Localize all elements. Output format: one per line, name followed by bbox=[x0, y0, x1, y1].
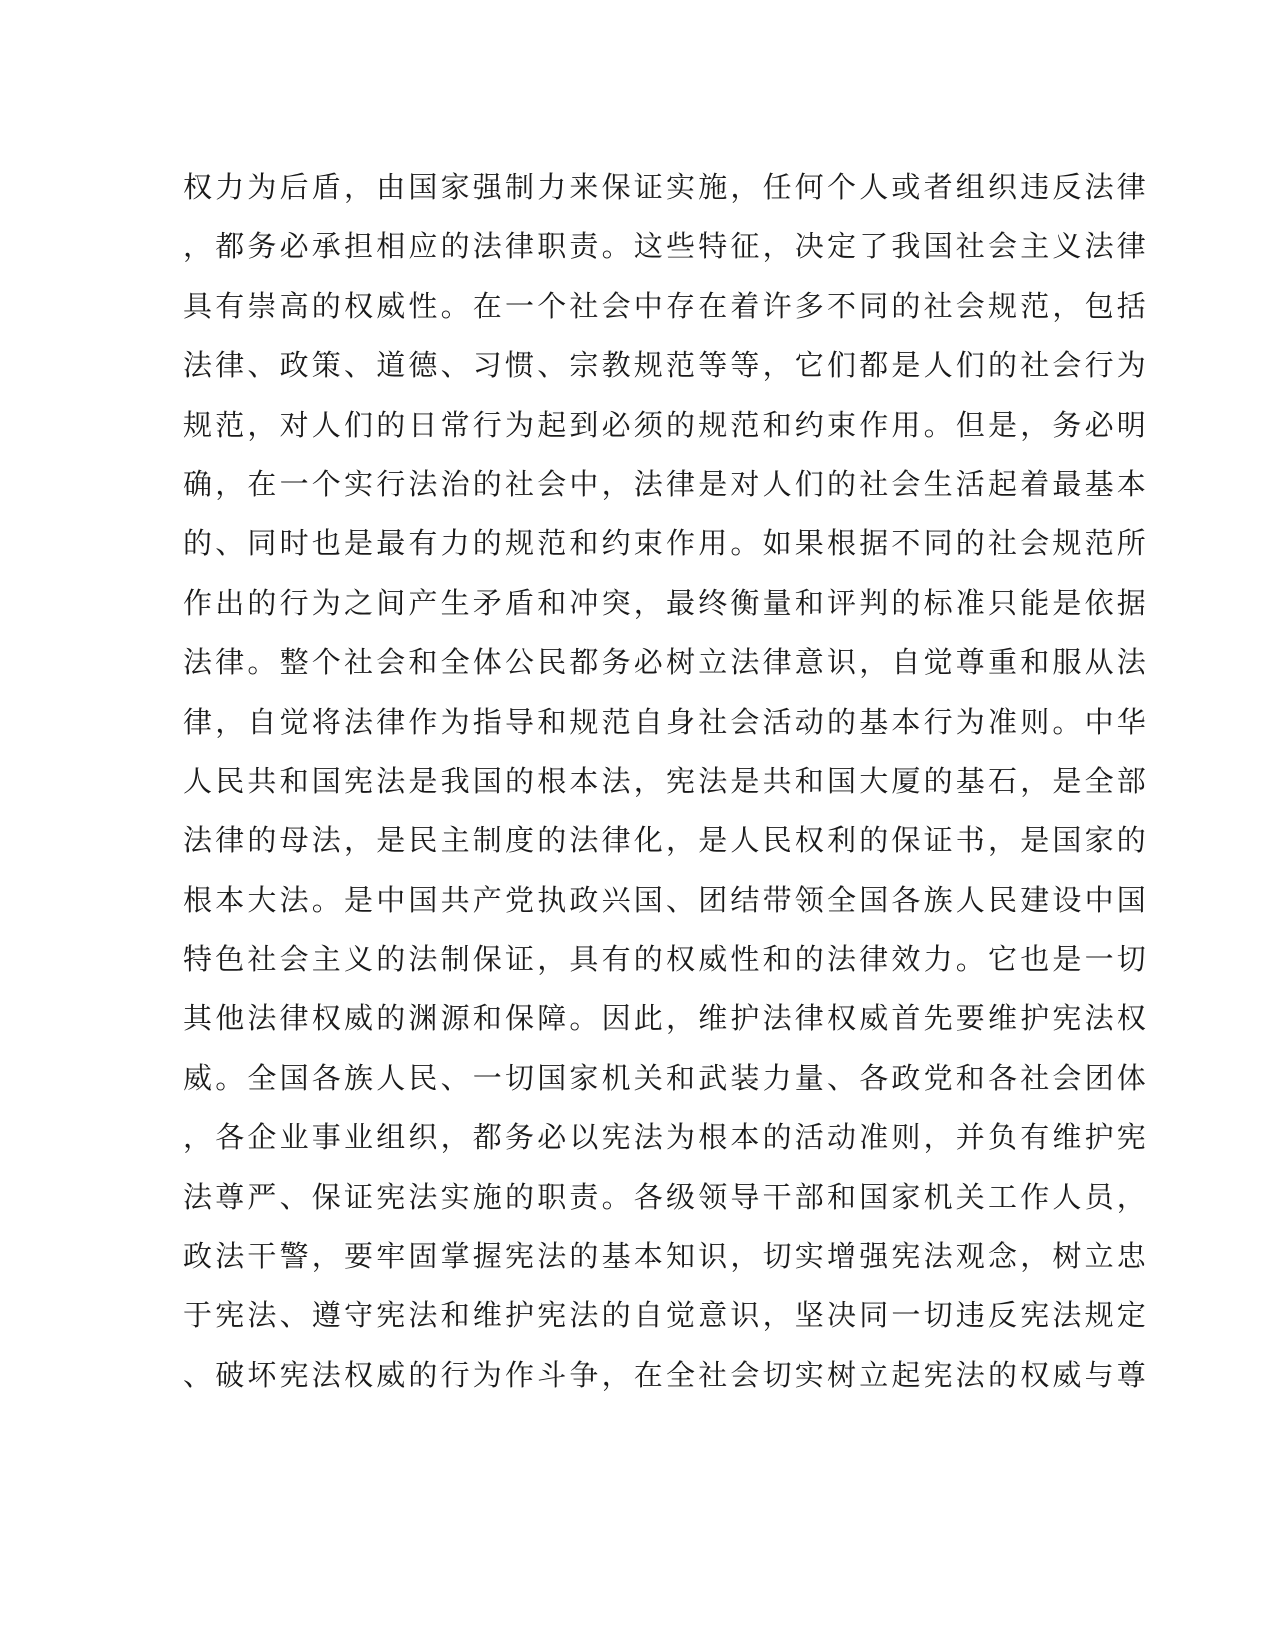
text-line: 律，自觉将法律作为指导和规范自身社会活动的基本行为准则。中华 bbox=[183, 704, 1150, 739]
text-line: 于宪法、遵守宪法和维护宪法的自觉意识，坚决同一切违反宪法规定 bbox=[183, 1298, 1150, 1333]
text-line: 权力为后盾，由国家强制力来保证实施，任何个人或者组织违反法律 bbox=[183, 170, 1150, 204]
text-line: ，各企业事业组织，都务必以宪法为根本的活动准则，并负有维护宪 bbox=[183, 1120, 1150, 1155]
text-line: 确，在一个实行法治的社会中，法律是对人们的社会生活起着最基本 bbox=[183, 466, 1150, 501]
text-line: 根本大法。是中国共产党执政兴国、团结带领全国各族人民建设中国 bbox=[183, 882, 1150, 917]
text-line: 法律的母法，是民主制度的法律化，是人民权利的保证书，是国家的 bbox=[183, 823, 1150, 858]
text-line: 的、同时也是最有力的规范和约束作用。如果根据不同的社会规范所 bbox=[183, 526, 1150, 561]
text-line: ，都务必承担相应的法律职责。这些特征，决定了我国社会主义法律 bbox=[183, 229, 1150, 264]
text-line: 法尊严、保证宪法实施的职责。各级领导干部和国家机关工作人员， bbox=[183, 1179, 1150, 1214]
text-line: 其他法律权威的渊源和保障。因此，维护法律权威首先要维护宪法权 bbox=[183, 1001, 1150, 1036]
body-text bbox=[183, 158, 1150, 1405]
text-line: 作出的行为之间产生矛盾和冲突，最终衡量和评判的标准只能是依据 bbox=[183, 585, 1150, 620]
text-line: 人民共和国宪法是我国的根本法，宪法是共和国大厦的基石，是全部 bbox=[183, 763, 1150, 798]
text-line: 威。全国各族人民、一切国家机关和武装力量、各政党和各社会团体 bbox=[183, 1060, 1150, 1095]
text-line: 特色社会主义的法制保证，具有的权威性和的法律效力。它也是一切 bbox=[183, 942, 1150, 977]
text-line: 规范，对人们的日常行为起到必须的规范和约束作用。但是，务必明 bbox=[183, 407, 1150, 442]
text-line: 、破坏宪法权威的行为作斗争，在全社会切实树立起宪法的权威与尊 bbox=[183, 1357, 1150, 1392]
text-line: 政法干警，要牢固掌握宪法的基本知识，切实增强宪法观念，树立忠 bbox=[183, 1239, 1150, 1274]
text-line: 具有崇高的权威性。在一个社会中存在着许多不同的社会规范，包括 bbox=[183, 288, 1150, 323]
text-line: 法律。整个社会和全体公民都务必树立法律意识，自觉尊重和服从法 bbox=[183, 645, 1150, 680]
text-line: 法律、政策、道德、习惯、宗教规范等等，它们都是人们的社会行为 bbox=[183, 348, 1150, 383]
